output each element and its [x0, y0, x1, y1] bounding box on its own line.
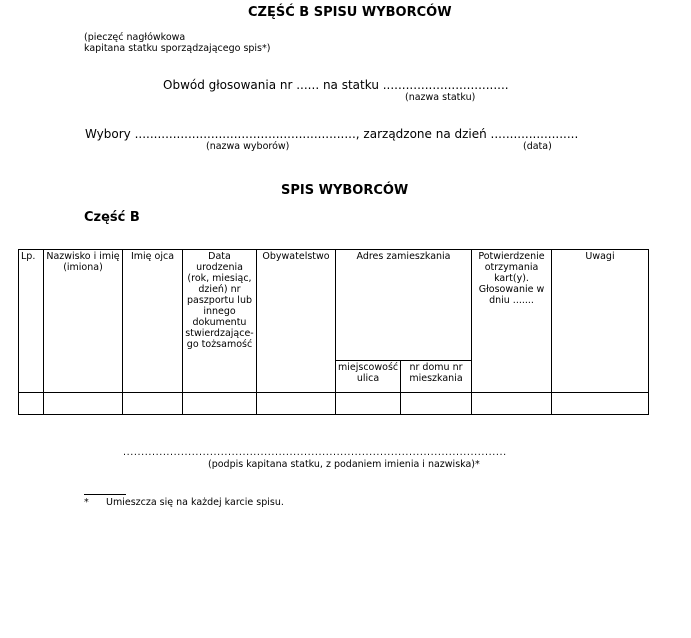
header-birth-date-document: Data urodzenia (rok, miesiąc, dzień) nr paszportu lub innego dokumentu stwierdzające-go tożsamość — [183, 250, 257, 393]
part-label: Część B — [84, 210, 140, 225]
table-row — [19, 393, 649, 415]
document-title: CZĘŚĆ B SPISU WYBORCÓW — [248, 5, 452, 20]
stamp-note-line-2: kapitana statku sporządzającego spis*) — [84, 43, 271, 54]
stamp-note-line-1: (pieczęć nagłówkowa — [84, 32, 186, 43]
cell-house-apartment-number — [401, 393, 472, 415]
header-citizenship: Obywatelstwo — [257, 250, 336, 393]
header-father-name: Imię ojca — [123, 250, 183, 393]
header-locality-street: miejscowość ulica — [336, 361, 401, 393]
signature-caption: (podpis kapitana statku, z podaniem imienia i nazwiska)* — [208, 459, 480, 470]
signature-dotted-line: .......................................................................................................... — [123, 447, 507, 458]
header-lp: Lp. — [19, 250, 44, 393]
cell-lp — [19, 393, 44, 415]
footnote-marker: * — [84, 497, 89, 508]
cell-father-name — [123, 393, 183, 415]
voters-table — [18, 249, 649, 415]
election-line: Wybory .........................................................., zarządzone na dzień ....................... — [85, 127, 579, 141]
ship-name-caption: (nazwa statku) — [405, 92, 476, 103]
cell-remarks — [552, 393, 649, 415]
election-name-caption: (nazwa wyborów) — [206, 141, 290, 152]
header-remarks: Uwagi — [552, 250, 649, 393]
footnote-separator — [84, 494, 126, 495]
list-title: SPIS WYBORCÓW — [281, 183, 409, 198]
header-address: Adres zamieszkania — [336, 250, 472, 361]
cell-ballot-confirmation — [472, 393, 552, 415]
cell-citizenship — [257, 393, 336, 415]
date-caption: (data) — [523, 141, 552, 152]
footnote-text: Umieszcza się na każdej karcie spisu. — [106, 497, 284, 508]
cell-name — [44, 393, 123, 415]
header-name: Nazwisko i imię (imiona) — [44, 250, 123, 393]
header-house-apartment-number: nr domu nr mieszkania — [401, 361, 472, 393]
cell-locality-street — [336, 393, 401, 415]
district-line: Obwód głosowania nr ...... na statku ................................. — [163, 78, 509, 92]
header-ballot-confirmation: Potwierdzenie otrzymania kart(y). Głosowanie w dniu ....... — [472, 250, 552, 393]
cell-birth-date-document — [183, 393, 257, 415]
